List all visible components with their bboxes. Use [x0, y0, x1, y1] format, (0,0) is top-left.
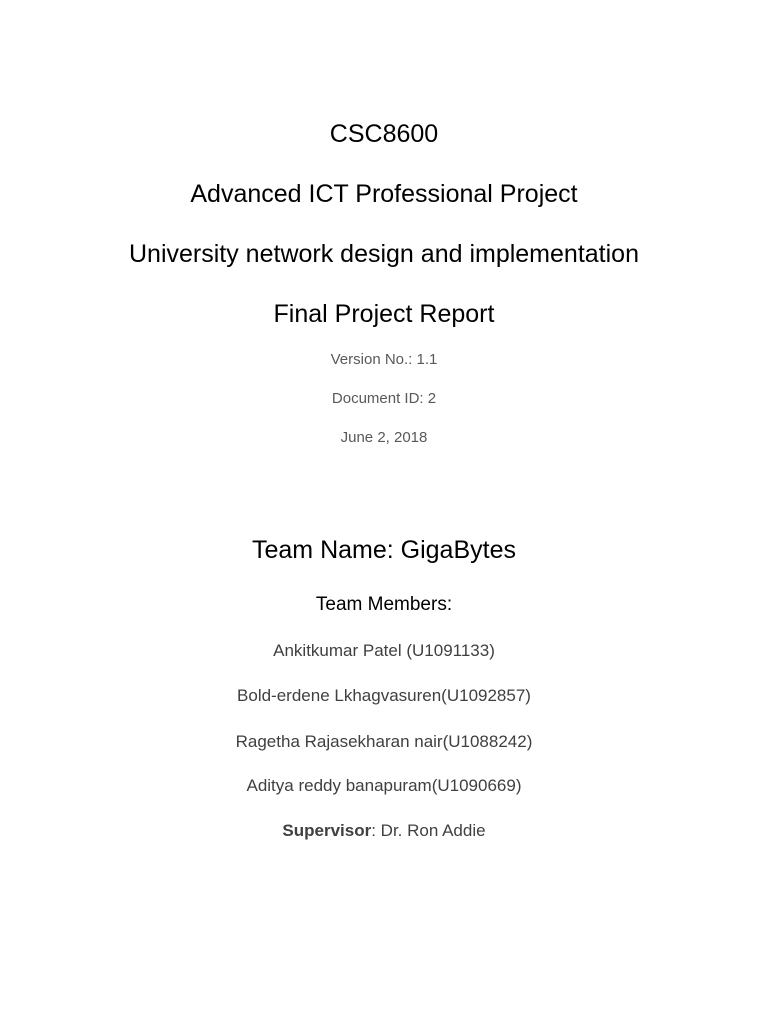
report-type: Final Project Report: [273, 300, 495, 328]
version-number: Version No.: 1.1: [330, 351, 438, 368]
project-title: University network design and implementation: [129, 240, 639, 268]
team-member: Ragetha Rajasekharan nair(U1088242): [235, 732, 533, 751]
team-member: Ankitkumar Patel (U1091133): [273, 641, 495, 660]
team-member: Bold-erdene Lkhagvasuren(U1092857): [237, 686, 531, 705]
document-id: Document ID: 2: [331, 390, 437, 407]
team-name: Team Name: GigaBytes: [252, 536, 516, 564]
report-date: June 2, 2018: [340, 429, 428, 446]
course-code: CSC8600: [329, 120, 439, 148]
team-members-heading: Team Members:: [315, 594, 453, 615]
supervisor-label: Supervisor: [282, 821, 372, 840]
supervisor-line: [0, 822, 768, 839]
course-name: Advanced ICT Professional Project: [190, 180, 578, 208]
supervisor-value: : Dr. Ron Addie: [371, 821, 486, 840]
team-member: Aditya reddy banapuram(U1090669): [246, 776, 522, 795]
